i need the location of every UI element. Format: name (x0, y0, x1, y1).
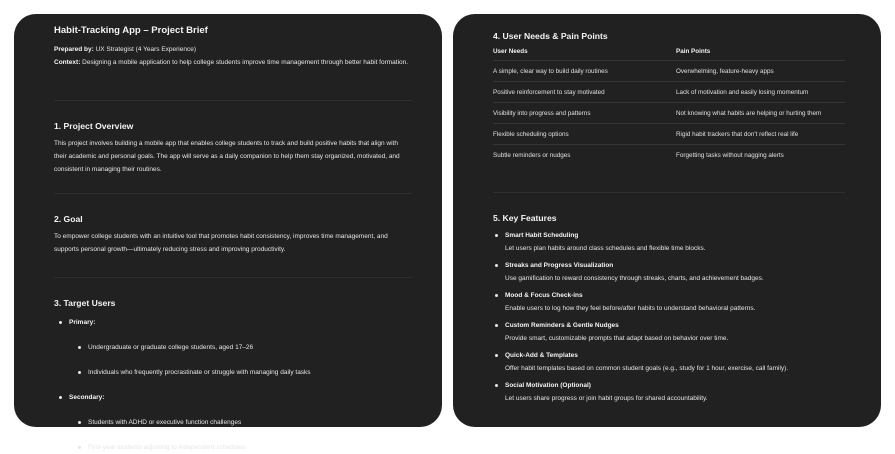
feature-title: Smart Habit Scheduling (505, 232, 579, 239)
table-cell: Not knowing what habits are helping or hurting them (676, 103, 845, 124)
table-cell: Lack of motivation and easily losing momentum (676, 82, 845, 103)
feature-desc: Provide smart, customizable prompts that adapt based on behavior over time. (505, 335, 729, 342)
secondary-label: Secondary: (69, 394, 105, 401)
table-row (493, 145, 845, 166)
list-item (505, 349, 851, 375)
context-value: Designing a mobile application to help college students improve time management through better habit formation. (82, 59, 409, 66)
feature-title: Social Motivation (Optional) (505, 382, 591, 389)
list-item: Undergraduate or graduate college students, aged 17–26 (88, 341, 412, 354)
primary-list (88, 341, 412, 379)
list-item (69, 316, 412, 379)
list-item (505, 259, 851, 285)
list-item (505, 289, 851, 315)
features-list (505, 229, 851, 405)
divider (493, 192, 845, 193)
features-heading: 5. Key Features (493, 213, 557, 223)
feature-desc: Enable users to log how they feel before/after habits to understand behavioral patterns. (505, 305, 756, 312)
feature-desc: Let users share progress or join habit groups for shared accountability. (505, 395, 708, 402)
feature-title: Quick-Add & Templates (505, 352, 578, 359)
feature-desc: Let users plan habits around class schedules and flexible time blocks. (505, 245, 706, 252)
table-cell: A simple, clear way to build daily routines (493, 61, 676, 82)
table-header-row (493, 48, 845, 61)
secondary-list (88, 416, 412, 454)
feature-title: Streaks and Progress Visualization (505, 262, 614, 269)
table-cell: Rigid habit trackers that don't reflect real life (676, 124, 845, 145)
section-goal (54, 214, 412, 256)
section-overview (54, 121, 412, 176)
table-cell: Flexible scheduling options (493, 124, 676, 145)
context-label: Context: (54, 59, 81, 66)
needs-table (493, 48, 845, 166)
table-row (493, 124, 845, 145)
feature-desc: Use gamification to reward consistency through streaks, charts, and achievement badges. (505, 275, 764, 282)
divider (54, 277, 412, 278)
right-panel (453, 14, 881, 427)
list-item (69, 391, 412, 454)
target-list (69, 316, 412, 454)
table-cell: Subtle reminders or nudges (493, 145, 676, 166)
overview-text: This project involves building a mobile app that enables college students to track and build positive habits that align with their academic and personal goals. The app will serve as a daily companion to help them stay organized, motivated, and consistent in managing their routines. (54, 140, 400, 173)
table-cell: Overwhelming, feature-heavy apps (676, 61, 845, 82)
page-title: Habit-Tracking App – Project Brief (54, 25, 208, 36)
primary-label: Primary: (69, 319, 96, 326)
column-header-needs: User Needs (493, 48, 528, 55)
list-item (505, 229, 851, 255)
table-cell: Positive reinforcement to stay motivated (493, 82, 676, 103)
list-item (505, 319, 851, 345)
table-row (493, 103, 845, 124)
prepared-by (54, 43, 412, 56)
brief-header (54, 25, 412, 69)
needs-heading: 4. User Needs & Pain Points (493, 31, 608, 41)
goal-heading: 2. Goal (54, 214, 83, 224)
goal-text: To empower college students with an intuitive tool that promotes habit consistency, improves time management, and supports personal growth—ultimately reducing stress and improving productivity. (54, 233, 388, 253)
feature-title: Custom Reminders & Gentle Nudges (505, 322, 619, 329)
section-target-users (54, 298, 412, 454)
table-cell: Visibility into progress and patterns (493, 103, 676, 124)
divider (54, 100, 412, 101)
prepared-value: UX Strategist (4 Years Experience) (95, 46, 197, 53)
left-panel (14, 14, 442, 451)
feature-desc: Offer habit templates based on common student goals (e.g., study for 1 hour, exercise, call family). (505, 365, 789, 372)
target-heading: 3. Target Users (54, 298, 116, 308)
divider (54, 193, 412, 194)
list-item: First-year students adjusting to independent schedules (88, 441, 412, 454)
list-item: Students with ADHD or executive function challenges (88, 416, 412, 429)
column-header-pain: Pain Points (676, 48, 711, 55)
table-row (493, 61, 845, 82)
section-needs (493, 31, 845, 166)
table-row (493, 82, 845, 103)
section-features (493, 213, 851, 409)
list-item: Individuals who frequently procrastinate or struggle with managing daily tasks (88, 366, 412, 379)
prepared-label: Prepared by: (54, 46, 94, 53)
table-cell: Forgetting tasks without nagging alerts (676, 145, 845, 166)
list-item (505, 379, 851, 405)
feature-title: Mood & Focus Check-ins (505, 292, 583, 299)
overview-heading: 1. Project Overview (54, 121, 134, 131)
context (54, 56, 412, 69)
